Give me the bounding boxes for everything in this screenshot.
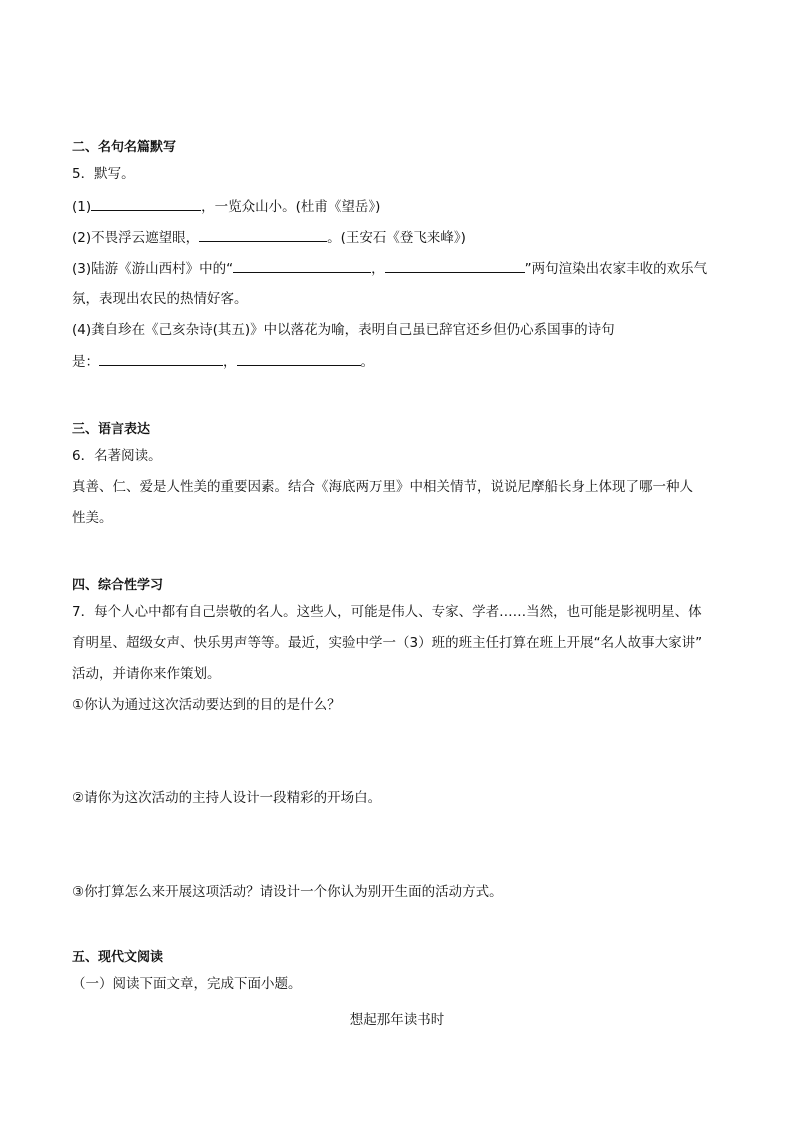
section-heading-4: 四、综合性学习 xyxy=(72,578,164,593)
answer-blank[interactable] xyxy=(233,258,371,273)
question-7-sub-1: ①你认为通过这次活动要达到的目的是什么？ xyxy=(72,697,341,713)
article-title: 想起那年读书时 xyxy=(349,1012,445,1028)
answer-blank[interactable] xyxy=(237,351,361,366)
recite-item-3-cont: 氛，表现出农民的热情好客。 xyxy=(72,291,248,307)
section-heading-2: 二、名句名篇默写 xyxy=(72,140,177,155)
recite-item-2: (2)不畏浮云遮望眼， 。(王安石《登飞来峰》) xyxy=(72,227,734,248)
section-heading-5: 五、现代文阅读 xyxy=(72,950,164,965)
question-7-text-3: 活动，并请你来作策划。 xyxy=(72,666,221,682)
recite-item-1: (1) ，一览众山小。(杜甫《望岳》) xyxy=(72,196,734,217)
answer-blank[interactable] xyxy=(199,227,327,242)
answer-blank[interactable] xyxy=(91,196,201,211)
question-6-text-2: 性美。 xyxy=(72,510,113,526)
reading-intro: （一）阅读下面文章，完成下面小题。 xyxy=(72,976,302,992)
section-heading-3: 三、语言表达 xyxy=(72,422,151,437)
answer-blank[interactable] xyxy=(385,258,525,273)
recite-item-3: (3)陆游《游山西村》中的“ ， ”两句渲染出农家丰收的欢乐气 xyxy=(72,258,734,279)
question-7-sub-3: ③你打算怎么来开展这项活动？请设计一个你认为别开生面的活动方式。 xyxy=(72,884,503,900)
recite-item-4-answer: 是： ， 。 xyxy=(72,351,734,372)
question-5-label: 5．默写。 xyxy=(72,166,135,182)
question-6-label: 6．名著阅读。 xyxy=(72,448,162,464)
answer-blank[interactable] xyxy=(99,351,223,366)
question-7-text-1: 7．每个人心中都有自己崇敬的名人。这些人，可能是伟人、专家、学者……当然，也可能是影视明星、体 xyxy=(72,604,702,620)
question-6-text-1: 真善、仁、爱是人性美的重要因素。结合《海底两万里》中相关情节，说说尼摩船长身上体现了哪一种人 xyxy=(72,479,693,495)
question-7-text-2: 育明星、超级女声、快乐男声等等。最近，实验中学一（3）班的班主任打算在班上开展“名人故事大家讲” xyxy=(72,635,703,651)
question-7-sub-2: ②请你为这次活动的主持人设计一段精彩的开场白。 xyxy=(72,790,382,806)
recite-item-4: (4)龚自珍在《己亥杂诗(其五)》中以落花为喻，表明自己虽已辞官还乡但仍心系国事的诗句 xyxy=(72,322,615,338)
